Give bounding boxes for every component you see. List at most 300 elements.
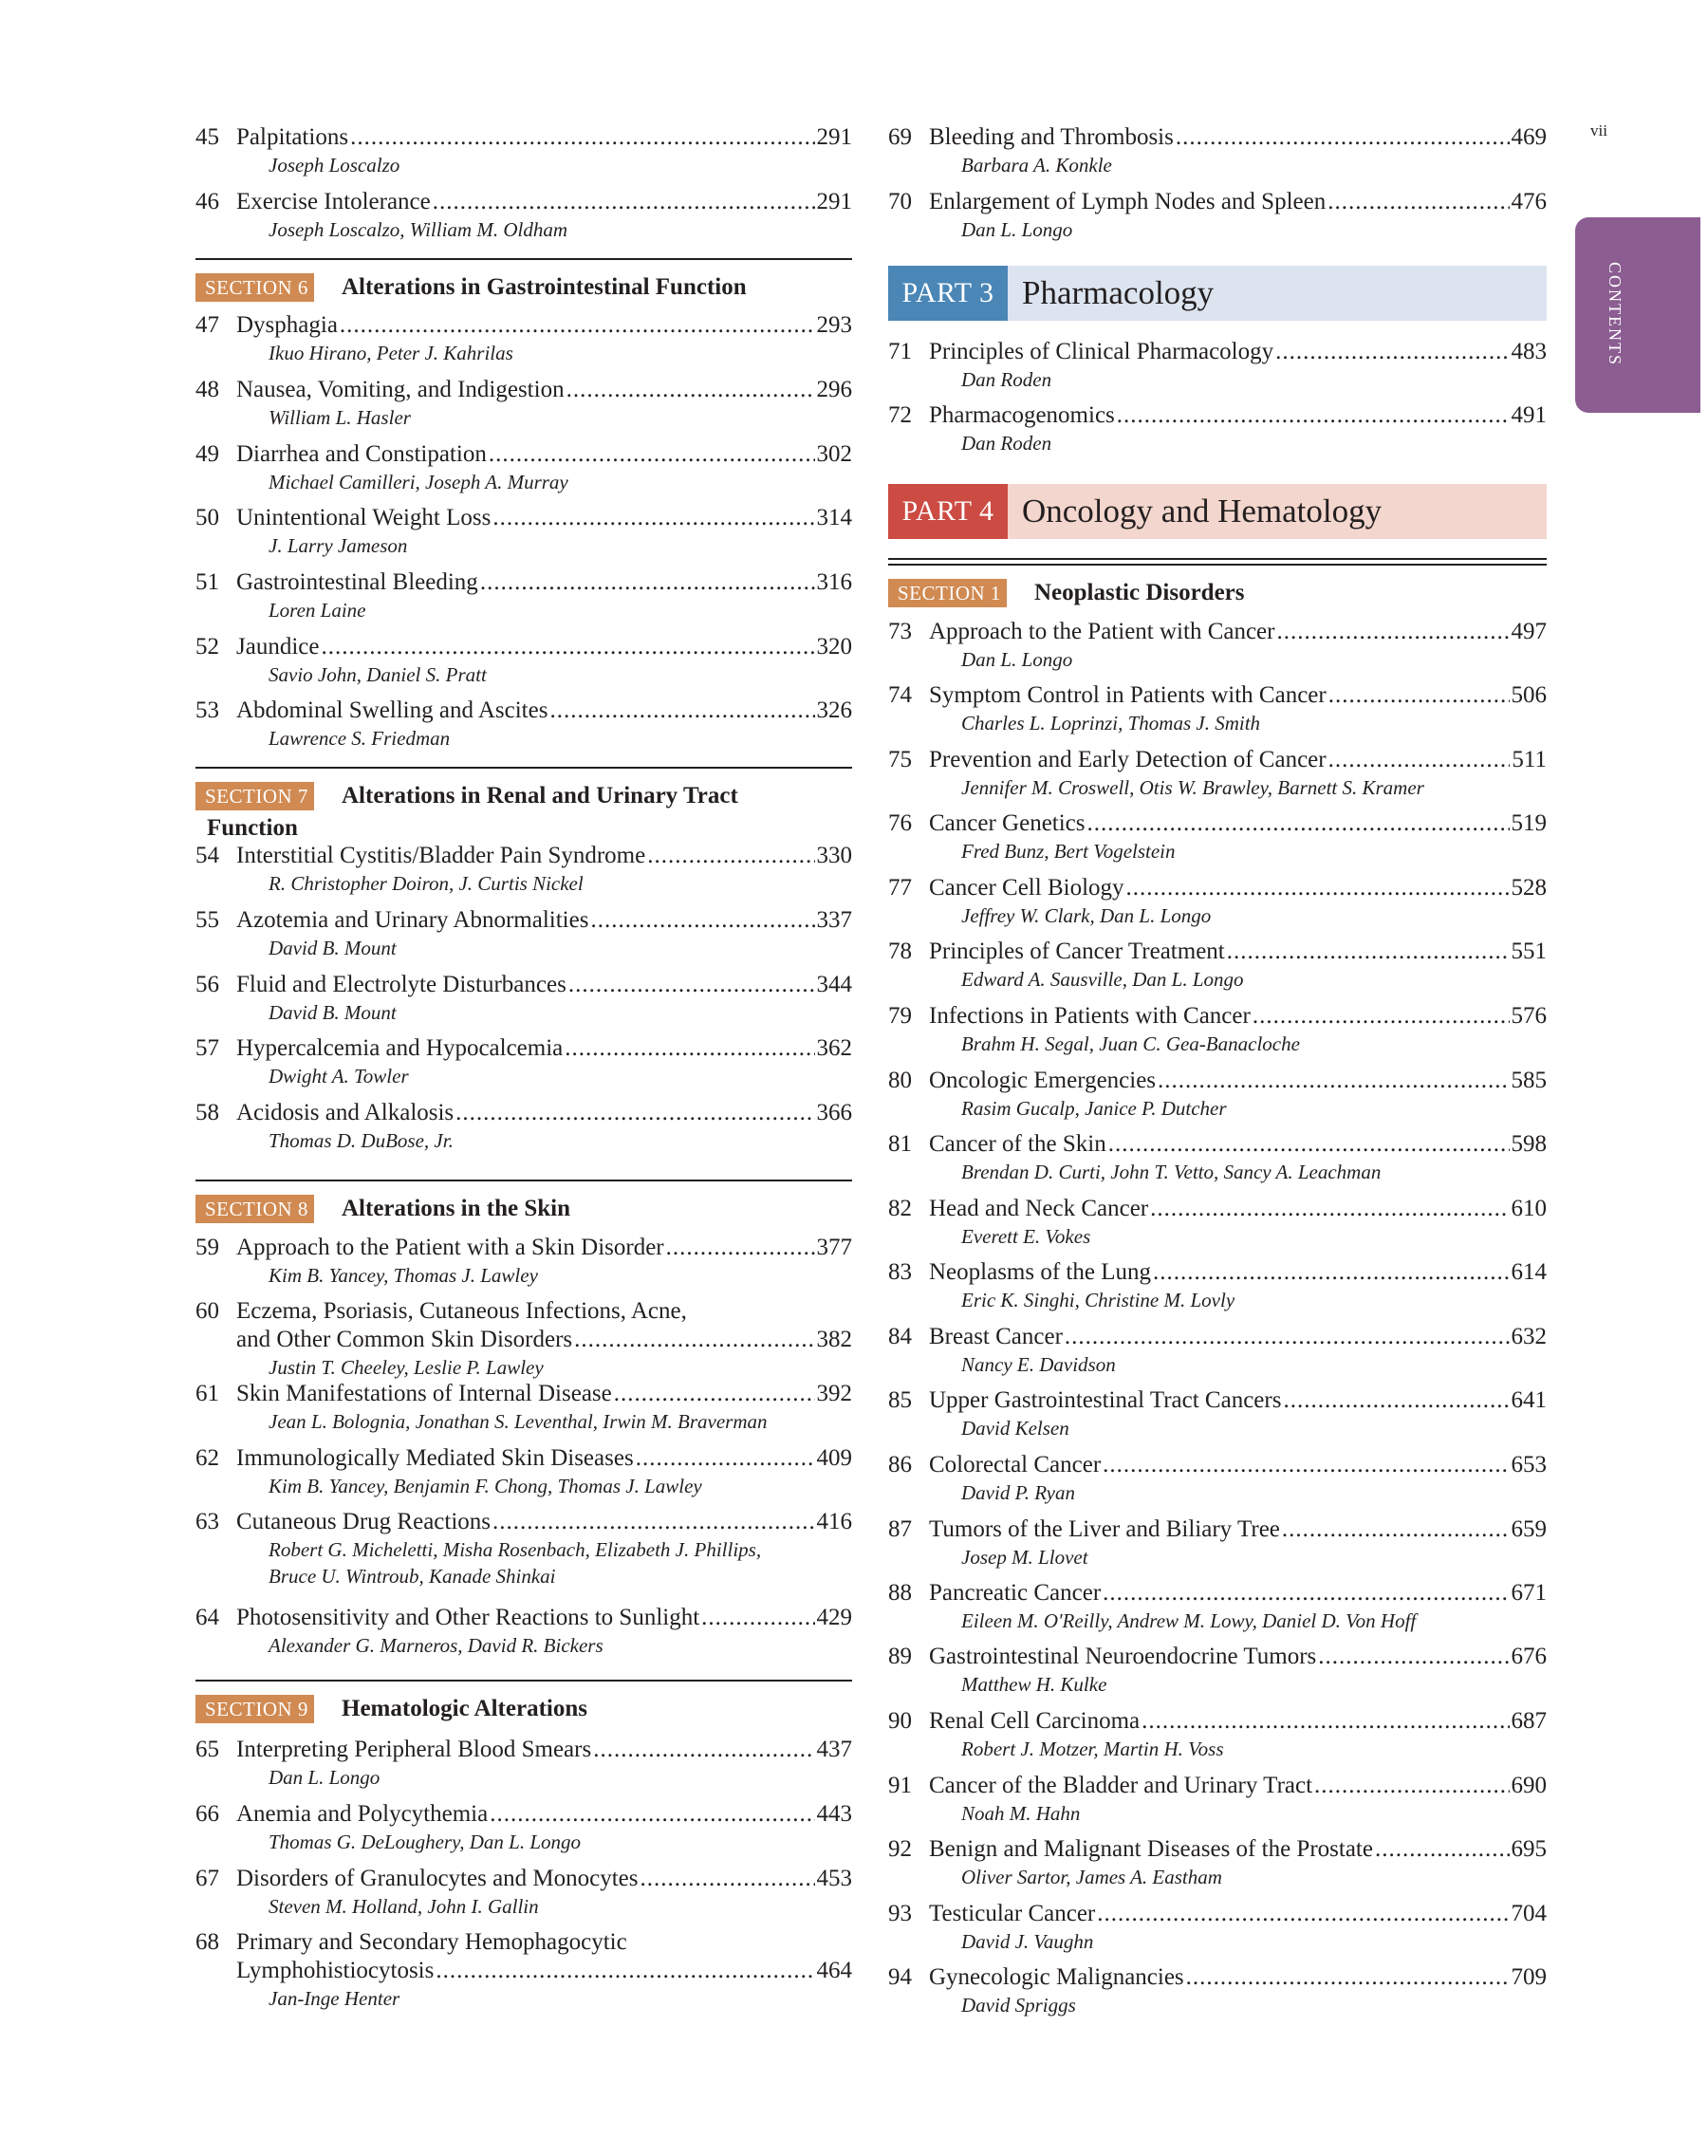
chapter-page-number[interactable]: 382 (816, 1327, 852, 1352)
toc-entry-title-row[interactable] (888, 1193, 1547, 1225)
chapter-number: 51 (195, 569, 219, 595)
toc-entry-title-row[interactable] (195, 904, 852, 937)
chapter-authors: Bruce U. Wintroub, Kanade Shinkai (269, 1565, 556, 1588)
chapter-number: 50 (195, 505, 219, 530)
chapter-number: 58 (195, 1100, 219, 1125)
toc-entry-47[interactable] (195, 309, 852, 374)
section-title: Alterations in Gastrointestinal Function (342, 274, 747, 300)
toc-entry-title-row[interactable] (195, 1734, 852, 1766)
chapter-page-number[interactable]: 576 (1511, 1003, 1547, 1029)
chapter-title[interactable]: Infections in Patients with Cancer (929, 1003, 1251, 1029)
chapter-title[interactable]: Breast Cancer (929, 1324, 1063, 1349)
chapter-number: 65 (195, 1737, 219, 1762)
dot-leader (490, 1798, 814, 1831)
chapter-page-number[interactable]: 659 (1511, 1516, 1547, 1542)
toc-entry-title-row[interactable] (195, 1506, 852, 1538)
toc-entry-title-row[interactable] (195, 631, 852, 663)
dot-leader (1103, 1449, 1509, 1481)
toc-entry-65[interactable] (195, 1734, 852, 1798)
toc-entry-93[interactable] (888, 1898, 1547, 1962)
toc-entry-title-row[interactable] (888, 1321, 1547, 1353)
chapter-page-number[interactable]: 614 (1511, 1259, 1547, 1285)
toc-entry-title-row[interactable] (195, 309, 852, 342)
toc-entry-title-row[interactable] (888, 1385, 1547, 1417)
chapter-authors: Alexander G. Marneros, David R. Bickers (269, 1634, 603, 1657)
chapter-title[interactable]: Palpitations (236, 124, 349, 150)
toc-entry-title-row[interactable] (195, 1032, 852, 1065)
toc-entry-88[interactable] (888, 1577, 1547, 1642)
chapter-number: 59 (195, 1235, 219, 1260)
dot-leader (1318, 1641, 1509, 1673)
chapter-page-number[interactable]: 695 (1511, 1836, 1547, 1862)
chapter-number: 47 (195, 312, 219, 338)
chapter-title[interactable]: Pancreatic Cancer (929, 1580, 1102, 1606)
chapter-authors: David J. Vaughn (961, 1930, 1094, 1953)
chapter-title[interactable]: Principles of Clinical Pharmacology (929, 339, 1274, 364)
chapter-title[interactable]: Symptom Control in Patients with Cancer (929, 682, 1327, 708)
dot-leader (492, 1506, 814, 1538)
chapter-page-number[interactable]: 443 (816, 1801, 852, 1827)
dot-leader (1108, 1128, 1510, 1161)
chapter-authors: Eileen M. O'Reilly, Andrew M. Lowy, Daniel D. Von Hoff (961, 1609, 1417, 1632)
section-divider (195, 1680, 852, 1682)
chapter-title[interactable]: Principles of Cancer Treatment (929, 939, 1225, 964)
chapter-page-number[interactable]: 314 (816, 505, 852, 530)
chapter-page-number[interactable]: 326 (816, 697, 852, 723)
toc-entry-84[interactable] (888, 1321, 1547, 1385)
dot-leader (1158, 1065, 1509, 1097)
chapter-title[interactable]: Cancer Genetics (929, 810, 1086, 836)
chapter-page-number[interactable]: 316 (816, 569, 852, 595)
chapter-title[interactable]: Approach to the Patient with a Skin Disorder (236, 1235, 664, 1260)
chapter-title[interactable]: Tumors of the Liver and Biliary Tree (929, 1516, 1280, 1542)
chapter-page-number[interactable]: 464 (816, 1958, 852, 1983)
toc-entry-title-row[interactable] (195, 1378, 852, 1410)
chapter-authors: Thomas D. DuBose, Jr. (269, 1129, 454, 1152)
chapter-authors: Steven M. Holland, John I. Gallin (269, 1895, 539, 1918)
chapter-number: 90 (888, 1708, 912, 1734)
chapter-authors: Joseph Loscalzo, William M. Oldham (269, 218, 567, 241)
chapter-page-number[interactable]: 476 (1511, 189, 1547, 214)
toc-entry-61[interactable] (195, 1378, 852, 1442)
toc-entry-title-row[interactable] (195, 502, 852, 534)
toc-entry-79[interactable] (888, 1000, 1547, 1065)
chapter-page-number[interactable]: 392 (816, 1381, 852, 1406)
chapter-page-number[interactable]: 632 (1511, 1324, 1547, 1349)
chapter-page-number[interactable]: 676 (1511, 1644, 1547, 1669)
chapter-number: 78 (888, 939, 912, 964)
chapter-authors: R. Christopher Doiron, J. Curtis Nickel (269, 872, 584, 895)
toc-entry-94[interactable] (888, 1961, 1547, 2026)
chapter-page-number[interactable]: 704 (1511, 1901, 1547, 1926)
dot-leader (1282, 1514, 1510, 1546)
chapter-page-number[interactable]: 610 (1511, 1196, 1547, 1221)
chapter-page-number[interactable]: 497 (1511, 619, 1547, 644)
chapter-title[interactable]: Fluid and Electrolyte Disturbances (236, 972, 566, 997)
toc-entry-title-row[interactable] (195, 1863, 852, 1895)
chapter-page-number[interactable]: 362 (816, 1035, 852, 1061)
chapter-title[interactable]: Gastrointestinal Neuroendocrine Tumors (929, 1644, 1317, 1669)
chapter-authors: Kim B. Yancey, Benjamin F. Chong, Thomas J. Lawley (269, 1475, 702, 1497)
toc-entry-title-row[interactable] (195, 186, 852, 218)
chapter-page-number[interactable]: 296 (816, 377, 852, 402)
chapter-authors: William L. Hasler (269, 406, 411, 429)
dot-leader (1253, 1000, 1510, 1032)
chapter-title-line1: Primary and Secondary Hemophagocytic (236, 1929, 627, 1955)
dot-leader (1314, 1770, 1509, 1802)
part-header (888, 266, 1547, 321)
chapter-title[interactable]: Jaundice (236, 634, 320, 660)
toc-entry-73[interactable] (888, 616, 1547, 680)
dot-leader (340, 309, 815, 342)
chapter-number: 76 (888, 810, 912, 836)
chapter-page-number[interactable]: 598 (1511, 1131, 1547, 1157)
chapter-authors: Lawrence S. Friedman (269, 727, 451, 750)
dot-leader (1117, 400, 1510, 432)
toc-entry-67[interactable] (195, 1863, 852, 1927)
chapter-authors: Brendan D. Curti, John T. Vetto, Sancy A. Leachman (961, 1161, 1382, 1183)
dot-leader (489, 438, 815, 471)
chapter-number: 53 (195, 697, 219, 723)
dot-leader (492, 502, 814, 534)
chapter-page-number[interactable]: 511 (1512, 747, 1547, 772)
chapter-title[interactable]: Lymphohistiocytosis (236, 1958, 435, 1983)
chapter-page-number[interactable]: 641 (1511, 1387, 1547, 1413)
toc-entry-80[interactable] (888, 1065, 1547, 1129)
toc-entry-82[interactable] (888, 1193, 1547, 1257)
toc-entry-71[interactable] (888, 336, 1547, 400)
chapter-title[interactable]: Neoplasms of the Lung (929, 1259, 1151, 1285)
chapter-number: 63 (195, 1509, 219, 1534)
toc-entry-91[interactable] (888, 1770, 1547, 1834)
chapter-authors: Michael Camilleri, Joseph A. Murray (269, 471, 568, 493)
chapter-page-number[interactable]: 337 (816, 907, 852, 933)
chapter-page-number[interactable]: 366 (816, 1100, 852, 1125)
chapter-authors: Dan L. Longo (269, 1766, 381, 1789)
chapter-authors: Jennifer M. Croswell, Otis W. Brawley, Barnett S. Kramer (961, 776, 1424, 799)
toc-entry-60[interactable] (195, 1295, 852, 1379)
dot-leader (614, 1378, 815, 1410)
chapter-title[interactable]: Interpreting Peripheral Blood Smears (236, 1737, 592, 1762)
chapter-page-number[interactable]: 483 (1511, 339, 1547, 364)
chapter-title[interactable]: Testicular Cancer (929, 1901, 1096, 1926)
chapter-page-number[interactable]: 519 (1511, 810, 1547, 836)
chapter-number: 54 (195, 843, 219, 868)
chapter-page-number[interactable]: 429 (816, 1605, 852, 1630)
dot-leader (350, 121, 814, 154)
toc-entry-title-row[interactable] (888, 1449, 1547, 1481)
chapter-title[interactable]: Nausea, Vomiting, and Indigestion (236, 377, 565, 402)
toc-entry-title-row[interactable] (888, 1641, 1547, 1673)
toc-entry-62[interactable] (195, 1442, 852, 1507)
toc-entry-title-row[interactable] (888, 936, 1547, 968)
contents-side-tab[interactable] (1575, 217, 1700, 413)
chapter-title[interactable]: Cancer Cell Biology (929, 875, 1124, 901)
toc-entry-title-row[interactable] (195, 1955, 852, 1987)
chapter-title[interactable]: Disorders of Granulocytes and Monocytes (236, 1866, 639, 1891)
chapter-title[interactable]: Diarrhea and Constipation (236, 441, 487, 467)
part-badge: PART 3 (888, 266, 1008, 321)
toc-entry-title-row[interactable] (888, 616, 1547, 648)
chapter-title[interactable]: Anemia and Polycythemia (236, 1801, 489, 1827)
chapter-page-number[interactable]: 653 (1511, 1452, 1547, 1478)
chapter-authors: Kim B. Yancey, Thomas J. Lawley (269, 1264, 538, 1287)
dot-leader (480, 567, 815, 599)
chapter-title[interactable]: Pharmacogenomics (929, 402, 1115, 428)
chapter-title[interactable]: Exercise Intolerance (236, 189, 431, 214)
chapter-number: 80 (888, 1068, 912, 1093)
toc-entry-85[interactable] (888, 1385, 1547, 1449)
chapter-authors: Barbara A. Konkle (961, 154, 1112, 177)
toc-entry-54[interactable] (195, 840, 852, 904)
dot-leader (1328, 744, 1511, 776)
toc-entry-46[interactable] (195, 186, 852, 251)
toc-entry-title-line1-row (195, 1295, 852, 1328)
chapter-number: 46 (195, 189, 219, 214)
toc-entry-title-row[interactable] (195, 1602, 852, 1634)
chapter-title[interactable]: Cancer of the Skin (929, 1131, 1106, 1157)
toc-entry-title-row[interactable] (195, 840, 852, 872)
dot-leader (1186, 1961, 1510, 1994)
page-number: vii (1590, 121, 1607, 139)
dot-leader (1103, 1577, 1509, 1609)
chapter-page-number[interactable]: 437 (816, 1737, 852, 1762)
chapter-page-number[interactable]: 469 (1511, 124, 1547, 150)
chapter-title[interactable]: Abdominal Swelling and Ascites (236, 697, 548, 723)
chapter-title[interactable]: Hypercalcemia and Hypocalcemia (236, 1035, 564, 1061)
chapter-page-number[interactable]: 293 (816, 312, 852, 338)
toc-entry-83[interactable] (888, 1256, 1547, 1321)
toc-entry-48[interactable] (195, 374, 852, 438)
dot-leader (1065, 1321, 1510, 1353)
chapter-number: 64 (195, 1605, 219, 1630)
chapter-page-number[interactable]: 585 (1511, 1068, 1547, 1093)
chapter-title[interactable]: Acidosis and Alkalosis (236, 1100, 455, 1125)
toc-entry-title-row[interactable] (888, 1256, 1547, 1289)
toc-entry-90[interactable] (888, 1705, 1547, 1770)
chapter-title[interactable]: Interstitial Cystitis/Bladder Pain Syndrome (236, 843, 646, 868)
toc-entry-title-row[interactable] (888, 1065, 1547, 1097)
chapter-page-number[interactable]: 453 (816, 1866, 852, 1891)
chapter-authors: Edward A. Sausville, Dan L. Longo (961, 968, 1244, 991)
dot-leader (568, 969, 815, 1001)
toc-entry-title-row[interactable] (888, 336, 1547, 368)
chapter-number: 48 (195, 377, 219, 402)
chapter-authors: Jan-Inge Henter (269, 1987, 400, 2010)
dot-leader (1283, 1385, 1509, 1417)
chapter-title[interactable]: Benign and Malignant Diseases of the Prostate (929, 1836, 1373, 1862)
chapter-number: 86 (888, 1452, 912, 1478)
toc-entry-title-line1-row (195, 1926, 852, 1959)
chapter-title[interactable]: Enlargement of Lymph Nodes and Spleen (929, 189, 1327, 214)
chapter-title[interactable]: Immunologically Mediated Skin Diseases (236, 1445, 634, 1471)
dot-leader (1142, 1705, 1509, 1738)
chapter-title[interactable]: Colorectal Cancer (929, 1452, 1102, 1478)
toc-entry-64[interactable] (195, 1602, 852, 1666)
toc-entry-title-row[interactable] (888, 679, 1547, 712)
chapter-number: 72 (888, 402, 912, 428)
toc-entry-title-row[interactable] (888, 1705, 1547, 1738)
toc-entry-title-row[interactable] (888, 1577, 1547, 1609)
chapter-title[interactable]: Oncologic Emergencies (929, 1068, 1157, 1093)
chapter-title[interactable]: Renal Cell Carcinoma (929, 1708, 1141, 1734)
chapter-number: 81 (888, 1131, 912, 1157)
chapter-title[interactable]: and Other Common Skin Disorders (236, 1327, 573, 1352)
chapter-title[interactable]: Head and Neck Cancer (929, 1196, 1149, 1221)
toc-entry-55[interactable] (195, 904, 852, 969)
chapter-authors: Oliver Sartor, James A. Eastham (961, 1866, 1222, 1888)
toc-entry-49[interactable] (195, 438, 852, 503)
chapter-title[interactable]: Dysphagia (236, 312, 338, 338)
toc-entry-title-row[interactable] (195, 1442, 852, 1475)
toc-entry-title-row[interactable] (888, 1000, 1547, 1032)
toc-entry-51[interactable] (195, 567, 852, 631)
dot-leader (566, 374, 815, 406)
section-divider (195, 767, 852, 769)
toc-entry-81[interactable] (888, 1128, 1547, 1193)
chapter-title[interactable]: Cancer of the Bladder and Urinary Tract (929, 1773, 1313, 1798)
chapter-page-number[interactable]: 291 (816, 189, 852, 214)
chapter-authors: Rasim Gucalp, Janice P. Dutcher (961, 1097, 1227, 1120)
toc-entry-76[interactable] (888, 808, 1547, 872)
toc-entry-title-row[interactable] (195, 1324, 852, 1356)
toc-entry-69[interactable] (888, 121, 1547, 186)
chapter-page-number[interactable]: 690 (1511, 1773, 1547, 1798)
toc-entry-92[interactable] (888, 1833, 1547, 1898)
toc-entry-title-row[interactable] (195, 374, 852, 406)
chapter-page-number[interactable]: 409 (816, 1445, 852, 1471)
toc-entry-title-row[interactable] (195, 695, 852, 727)
chapter-number: 68 (195, 1929, 219, 1955)
contents-tab-label-wrap (1604, 262, 1632, 385)
toc-entry-59[interactable] (195, 1232, 852, 1296)
chapter-number: 60 (195, 1298, 219, 1324)
dot-leader (593, 1734, 814, 1766)
section-title: Neoplastic Disorders (1034, 580, 1245, 605)
toc-entry-title-row[interactable] (888, 1898, 1547, 1930)
toc-entry-title-row[interactable] (195, 438, 852, 471)
toc-entry-title-row[interactable] (888, 1770, 1547, 1802)
chapter-authors: Eric K. Singhi, Christine M. Lovly (961, 1289, 1235, 1311)
toc-entry-75[interactable] (888, 744, 1547, 808)
chapter-title[interactable]: Bleeding and Thrombosis (929, 124, 1174, 150)
toc-entry-title-row[interactable] (888, 400, 1547, 432)
toc-entry-title-row[interactable] (195, 1232, 852, 1264)
chapter-title[interactable]: Gynecologic Malignancies (929, 1964, 1184, 1990)
chapter-page-number[interactable]: 377 (816, 1235, 852, 1260)
dot-leader (1126, 872, 1510, 904)
chapter-number: 62 (195, 1445, 219, 1471)
toc-entry-title-row[interactable] (888, 186, 1547, 218)
toc-entry-title-row[interactable] (195, 1097, 852, 1129)
toc-entry-title-row[interactable] (888, 744, 1547, 776)
toc-entry-title-row[interactable] (888, 1961, 1547, 1994)
toc-entry-52[interactable] (195, 631, 852, 696)
toc-entry-title-row[interactable] (888, 872, 1547, 904)
chapter-page-number[interactable]: 551 (1511, 939, 1547, 964)
toc-entry-53[interactable] (195, 695, 852, 759)
section-badge: SECTION 9 (195, 1695, 314, 1723)
toc-entry-title-row[interactable] (195, 969, 852, 1001)
chapter-page-number[interactable]: 709 (1511, 1964, 1547, 1990)
chapter-title[interactable]: Upper Gastrointestinal Tract Cancers (929, 1387, 1282, 1413)
chapter-number: 82 (888, 1196, 912, 1221)
chapter-page-number[interactable]: 291 (816, 124, 852, 150)
toc-entry-title-row[interactable] (888, 1833, 1547, 1866)
chapter-title[interactable]: Photosensitivity and Other Reactions to Sunlight (236, 1605, 700, 1630)
toc-entry-66[interactable] (195, 1798, 852, 1863)
chapter-page-number[interactable]: 302 (816, 441, 852, 467)
chapter-page-number[interactable]: 330 (816, 843, 852, 868)
chapter-number: 71 (888, 339, 912, 364)
chapter-title[interactable]: Approach to the Patient with Cancer (929, 619, 1275, 644)
toc-entry-87[interactable] (888, 1514, 1547, 1578)
chapter-page-number[interactable]: 506 (1511, 682, 1547, 708)
toc-entry-title-row[interactable] (888, 1128, 1547, 1161)
chapter-authors: Dan L. Longo (961, 648, 1073, 671)
chapter-title[interactable]: Prevention and Early Detection of Cancer (929, 747, 1327, 772)
dot-leader (455, 1097, 814, 1129)
toc-entry-63[interactable] (195, 1506, 852, 1588)
toc-entry-86[interactable] (888, 1449, 1547, 1514)
dot-leader (640, 1863, 815, 1895)
dot-leader (321, 631, 814, 663)
chapter-page-number[interactable]: 671 (1511, 1580, 1547, 1606)
dot-leader (1087, 808, 1510, 840)
chapter-page-number[interactable]: 528 (1511, 875, 1547, 901)
chapter-title[interactable]: Azotemia and Urinary Abnormalities (236, 907, 589, 933)
toc-entry-title-row[interactable] (195, 1798, 852, 1831)
chapter-page-number[interactable]: 320 (816, 634, 852, 660)
chapter-title[interactable]: Gastrointestinal Bleeding (236, 569, 478, 595)
chapter-number: 91 (888, 1773, 912, 1798)
toc-entry-57[interactable] (195, 1032, 852, 1097)
toc-entry-78[interactable] (888, 936, 1547, 1000)
contents-tab-label: CONTENTS (1606, 262, 1624, 366)
chapter-number: 52 (195, 634, 219, 660)
chapter-number: 69 (888, 124, 912, 150)
toc-entry-74[interactable] (888, 679, 1547, 744)
toc-entry-title-row[interactable] (195, 121, 852, 154)
toc-entry-title-row[interactable] (888, 808, 1547, 840)
chapter-title[interactable]: Cutaneous Drug Reactions (236, 1509, 492, 1534)
toc-entry-title-row[interactable] (888, 121, 1547, 154)
toc-entry-89[interactable] (888, 1641, 1547, 1705)
chapter-page-number[interactable]: 687 (1511, 1708, 1547, 1734)
chapter-number: 49 (195, 441, 219, 467)
toc-entry-45[interactable] (195, 121, 852, 186)
chapter-page-number[interactable]: 344 (816, 972, 852, 997)
toc-entry-title-row[interactable] (888, 1514, 1547, 1546)
chapter-title[interactable]: Skin Manifestations of Internal Disease (236, 1381, 612, 1406)
toc-entry-68[interactable] (195, 1926, 852, 2010)
chapter-title[interactable]: Unintentional Weight Loss (236, 505, 492, 530)
toc-entry-56[interactable] (195, 969, 852, 1033)
dot-leader (549, 695, 814, 727)
chapter-page-number[interactable]: 416 (816, 1509, 852, 1534)
toc-entry-title-row[interactable] (195, 567, 852, 599)
toc-entry-70[interactable] (888, 186, 1547, 251)
toc-entry-50[interactable] (195, 502, 852, 567)
toc-entry-58[interactable] (195, 1097, 852, 1162)
chapter-authors: David P. Ryan (961, 1481, 1075, 1504)
toc-entry-72[interactable] (888, 400, 1547, 464)
dot-leader (436, 1955, 814, 1987)
toc-entry-77[interactable] (888, 872, 1547, 937)
chapter-authors: Joseph Loscalzo (269, 154, 400, 177)
dot-leader (647, 840, 814, 872)
chapter-page-number[interactable]: 491 (1511, 402, 1547, 428)
